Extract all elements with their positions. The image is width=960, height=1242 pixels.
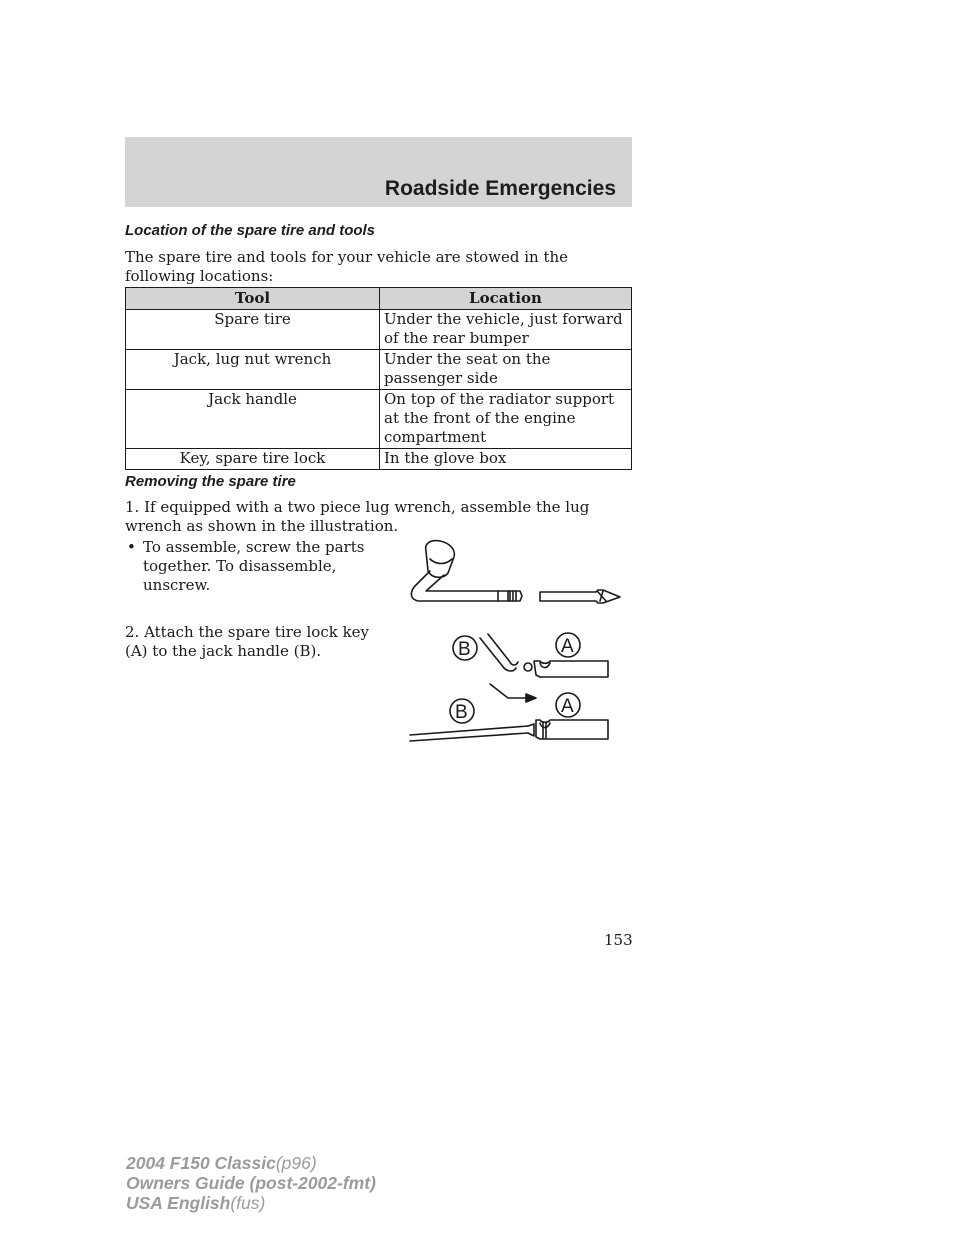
step-2-text: 2. Attach the spare tire lock key (A) to the jack handle (B). [125, 623, 370, 660]
location-cell: Under the vehicle, just forward of the rear bumper [380, 310, 632, 350]
heading-removing-spare-tire: Removing the spare tire [125, 473, 296, 490]
section-header-band [125, 137, 632, 207]
footer-line-3 [126, 1193, 376, 1213]
location-cell: On top of the radiator support at the front of the engine compartment [380, 390, 632, 449]
section-title: Roadside Emergencies [384, 177, 616, 200]
table-row [126, 449, 632, 470]
footer-line-2: Owners Guide (post-2002-fmt) [126, 1173, 376, 1193]
footer-language: USA English [126, 1193, 231, 1213]
location-cell: Under the seat on the passenger side [380, 350, 632, 390]
tool-cell: Jack handle [126, 390, 380, 449]
page-number: 153 [604, 931, 633, 949]
step-1-text: 1. If equipped with a two piece lug wrench, assemble the lug wrench as shown in the illustration. [125, 498, 590, 535]
location-cell: In the glove box [380, 449, 632, 470]
column-header-location: Location [380, 288, 632, 310]
tools-location-table [125, 287, 632, 470]
bullet-text: To assemble, screw the parts together. To disassemble, unscrew. [143, 538, 365, 594]
bullet-glyph: • [127, 538, 136, 556]
table-row [126, 350, 632, 390]
column-header-tool: Tool [126, 288, 380, 310]
tool-cell: Jack, lug nut wrench [126, 350, 380, 390]
callout-label-b-upper: B [458, 639, 471, 660]
callout-label-b-lower: B [455, 702, 468, 723]
tool-cell: Key, spare tire lock [126, 449, 380, 470]
table-row [126, 390, 632, 449]
callout-label-a-upper: A [561, 636, 574, 657]
callout-label-a-lower: A [561, 696, 574, 717]
footer-line-1 [126, 1153, 376, 1173]
footer-model: 2004 F150 Classic [126, 1153, 276, 1173]
heading-spare-tire-location: Location of the spare tire and tools [125, 222, 376, 239]
table-header-row [126, 288, 632, 310]
intro-paragraph: The spare tire and tools for your vehicle are stowed in the following locations: [125, 248, 569, 285]
lock-key-jack-handle-illustration [400, 620, 632, 752]
tool-cell: Spare tire [126, 310, 380, 350]
table-row [126, 310, 632, 350]
lug-wrench-illustration [400, 535, 632, 615]
footer-language-code: (fus) [230, 1193, 266, 1213]
document-footer [126, 1153, 376, 1213]
footer-model-code: (p96) [275, 1153, 317, 1173]
